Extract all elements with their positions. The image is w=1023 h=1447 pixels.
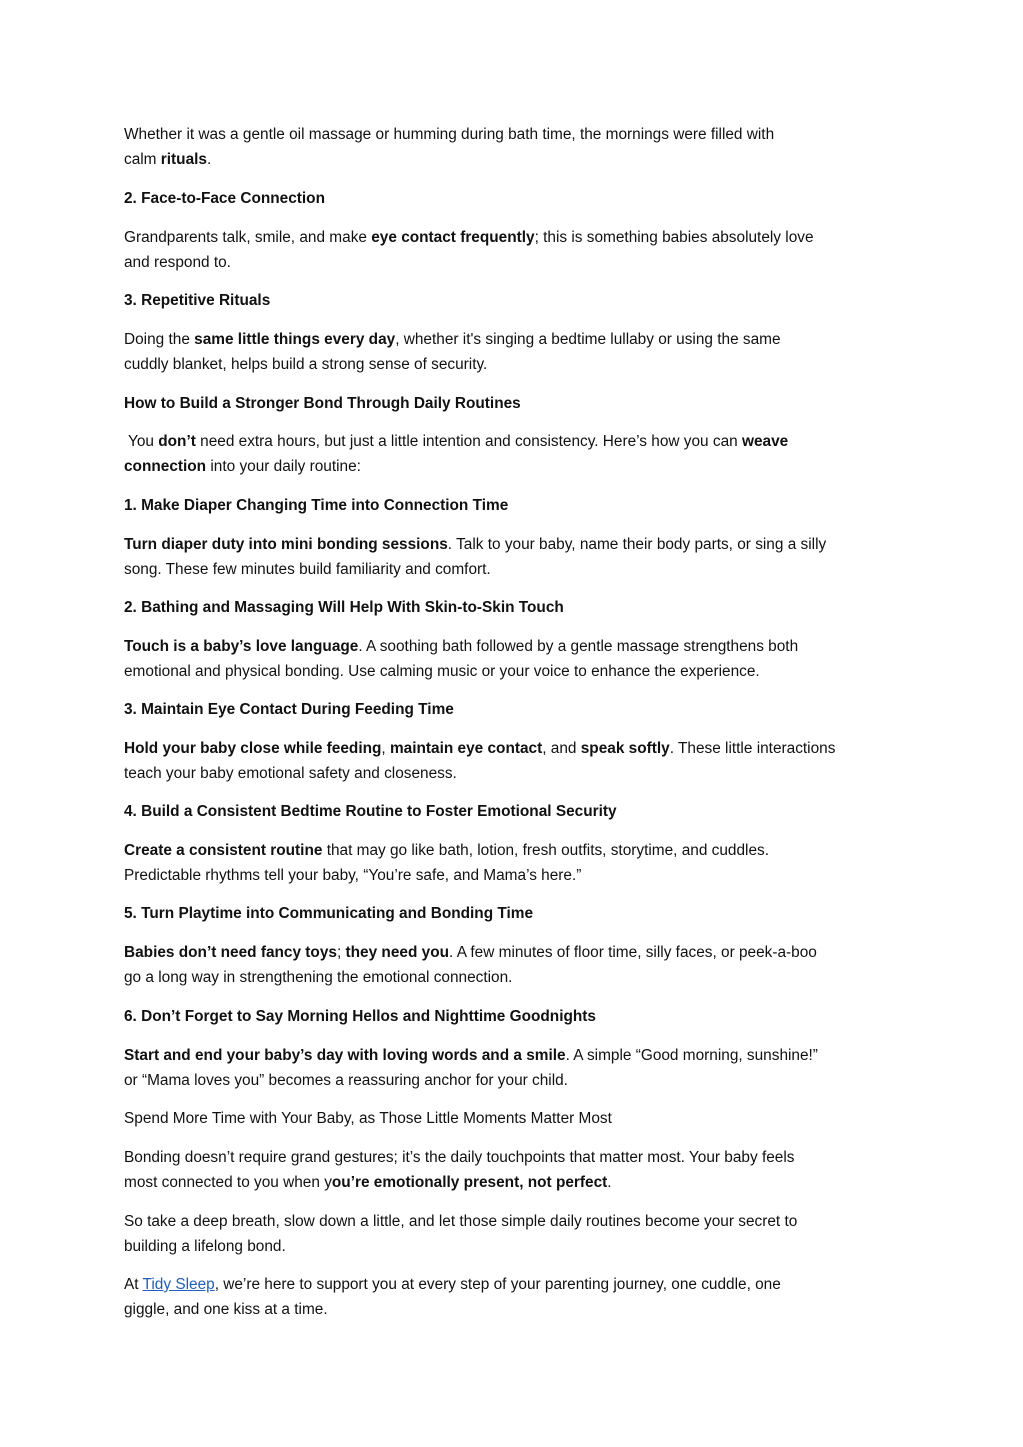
paragraph-playtime (124, 940, 899, 990)
text: teach your baby emotional safety and closeness. (124, 765, 457, 782)
paragraph-repetitive-rituals (124, 327, 899, 377)
bold-text: same little things every day (194, 331, 396, 348)
text: . (607, 1174, 612, 1191)
text: At (124, 1276, 143, 1293)
text: . A simple “Good morning, sunshine!” (565, 1047, 818, 1064)
bold-text: Hold your baby close while feeding (124, 740, 382, 757)
tidy-sleep-link[interactable]: Tidy Sleep (142, 1276, 215, 1293)
text: ; (336, 944, 346, 961)
heading-diaper-changing: 1. Make Diaper Changing Time into Connection Time (124, 497, 509, 514)
bold-text: Create a consistent routine (124, 842, 323, 859)
text: , whether it's singing a bedtime lullaby or using the same (395, 331, 781, 348)
paragraph-bathing-massaging (124, 634, 899, 684)
text: . A few minutes of floor time, silly faces, or peek-a-boo (449, 944, 817, 961)
text: Predictable rhythms tell your baby, “You’re safe, and Mama’s here.” (124, 867, 582, 884)
text: Bonding doesn’t require grand gestures; it’s the daily touchpoints that matter most. Your baby feels (124, 1149, 795, 1166)
bold-text: Babies don’t need fancy toys (124, 944, 337, 961)
text: . (206, 151, 212, 168)
text: Whether it was a gentle oil massage or humming during bath time, the mornings were filled with (124, 126, 775, 143)
text: that may go like bath, lotion, fresh outfits, storytime, and cuddles. (322, 842, 769, 859)
text: into your daily routine: (206, 458, 361, 475)
heading-playtime: 5. Turn Playtime into Communicating and Bonding Time (124, 905, 534, 922)
heading-morning-hellos: 6. Don’t Forget to Say Morning Hellos and Nighttime Goodnights (124, 1008, 596, 1025)
bold-text: connection (124, 458, 207, 475)
heading-eye-contact-feeding: 3. Maintain Eye Contact During Feeding Time (124, 701, 454, 718)
text: . These little interactions (669, 740, 836, 757)
text: calm (124, 151, 161, 168)
heading-face-to-face: 2. Face-to-Face Connection (124, 190, 325, 207)
text: go a long way in strengthening the emotional connection. (124, 969, 513, 986)
text: ; this is something babies absolutely love (534, 229, 814, 246)
text: song. These few minutes build familiarity and comfort. (124, 561, 491, 578)
bold-text: speak softly (580, 740, 670, 757)
paragraph-morning-rituals (124, 122, 899, 172)
text: and respond to. (124, 254, 231, 271)
text: cuddly blanket, helps build a strong sense of security. (124, 356, 488, 373)
text: , we’re here to support you at every step of your parenting journey, one cuddle, one (214, 1276, 781, 1293)
bold-text: don’t (158, 433, 196, 450)
heading-build-stronger-bond: How to Build a Stronger Bond Through Daily Routines (124, 395, 521, 412)
text: need extra hours, but just a little intention and consistency. Here’s how you can (195, 433, 742, 450)
bold-text: weave (741, 433, 789, 450)
paragraph-intention (124, 429, 899, 479)
text: Grandparents talk, smile, and make (124, 229, 372, 246)
text: , (381, 740, 390, 757)
heading-bedtime-routine: 4. Build a Consistent Bedtime Routine to Foster Emotional Security (124, 803, 617, 820)
text: So take a deep breath, slow down a little, and let those simple daily routines become your secret to (124, 1213, 798, 1230)
paragraph-bedtime-routine (124, 838, 899, 888)
paragraph-face-to-face (124, 225, 899, 275)
bold-text: maintain eye contact (389, 740, 543, 757)
text: most connected to you when y (124, 1174, 332, 1191)
bold-text: they need you (345, 944, 449, 961)
paragraph-diaper-changing (124, 532, 899, 582)
text: giggle, and one kiss at a time. (124, 1301, 328, 1318)
paragraph-deep-breath (124, 1209, 899, 1259)
text: , and (542, 740, 581, 757)
heading-bathing-massaging: 2. Bathing and Massaging Will Help With Skin-to-Skin Touch (124, 599, 564, 616)
bold-text: ou’re emotionally present, not perfect (331, 1174, 608, 1191)
paragraph-spend-more-time: Spend More Time with Your Baby, as Those Little Moments Matter Most (124, 1110, 612, 1127)
heading-repetitive-rituals: 3. Repetitive Rituals (124, 292, 271, 309)
text: Doing the (124, 331, 195, 348)
bold-text: Start and end your baby’s day with loving words and a smile (124, 1047, 566, 1064)
bold-text: Turn diaper duty into mini bonding sessions (124, 536, 448, 553)
paragraph-eye-contact-feeding (124, 736, 899, 786)
paragraph-tidy-sleep (124, 1272, 899, 1322)
text: . Talk to your baby, name their body parts, or sing a silly (447, 536, 827, 553)
text: You (124, 433, 159, 450)
paragraph-morning-hellos (124, 1043, 899, 1093)
text: emotional and physical bonding. Use calming music or your voice to enhance the experience. (124, 663, 760, 680)
text: . A soothing bath followed by a gentle massage strengthens both (358, 638, 799, 655)
bold-text: Touch is a baby’s love language (124, 638, 359, 655)
bold-text: rituals (160, 151, 207, 168)
bold-text: eye contact frequently (371, 229, 535, 246)
text: or “Mama loves you” becomes a reassuring anchor for your child. (124, 1072, 568, 1089)
paragraph-bonding (124, 1145, 899, 1195)
text: building a lifelong bond. (124, 1238, 286, 1255)
